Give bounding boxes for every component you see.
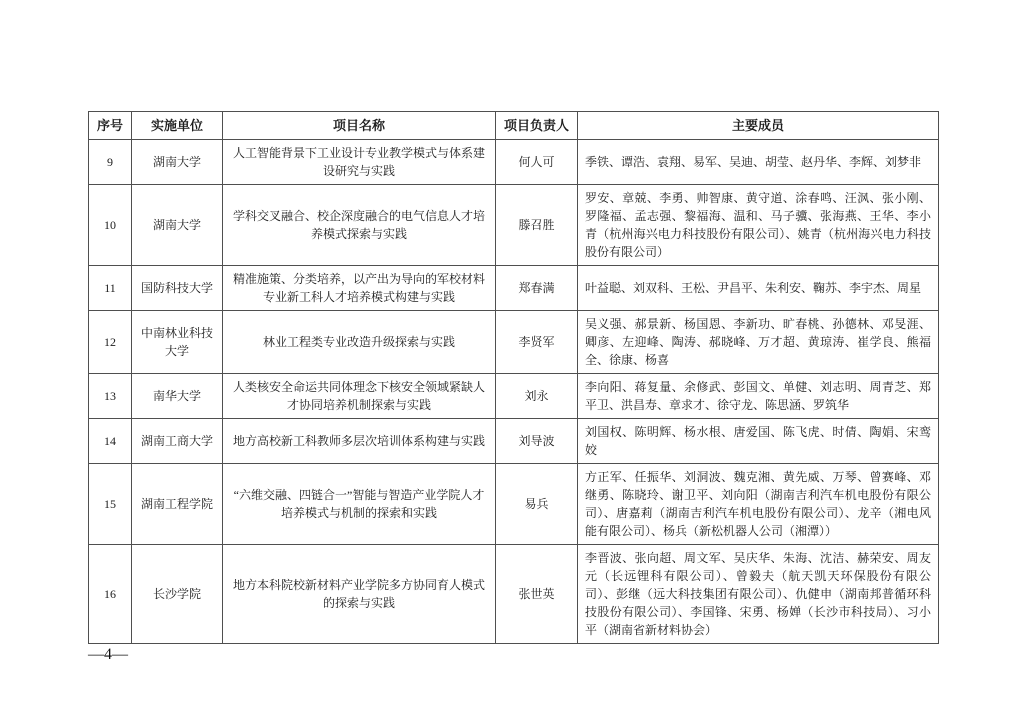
- cell-serial: 11: [89, 266, 132, 311]
- cell-serial: 10: [89, 185, 132, 266]
- header-cell-project: 项目名称: [223, 112, 496, 140]
- cell-unit: 中南林业科技大学: [132, 311, 223, 374]
- cell-members: 季铁、谭浩、袁翔、易军、吴迪、胡莹、赵丹华、李辉、刘梦非: [578, 140, 939, 185]
- cell-leader: 滕召胜: [496, 185, 578, 266]
- header-cell-leader: 项目负责人: [496, 112, 578, 140]
- cell-members: 刘国权、陈明辉、杨水根、唐爱国、陈飞虎、时倩、陶娟、宋鸾姣: [578, 419, 939, 464]
- cell-unit: 长沙学院: [132, 545, 223, 644]
- cell-members: 叶益聪、刘双科、王松、尹昌平、朱利安、鞠苏、李宇杰、周星: [578, 266, 939, 311]
- page-number: —4—: [88, 646, 128, 663]
- cell-project: 地方高校新工科教师多层次培训体系构建与实践: [223, 419, 496, 464]
- projects-table: [88, 111, 939, 644]
- cell-leader: 张世英: [496, 545, 578, 644]
- cell-unit: 湖南工程学院: [132, 464, 223, 545]
- table-row: [89, 464, 939, 545]
- cell-project: 地方本科院校新材料产业学院多方协同育人模式的探索与实践: [223, 545, 496, 644]
- header-cell-unit: 实施单位: [132, 112, 223, 140]
- cell-unit: 湖南大学: [132, 185, 223, 266]
- cell-leader: 何人可: [496, 140, 578, 185]
- cell-members: 李向阳、蒋复量、余修武、彭国文、单健、刘志明、周青芝、郑平卫、洪昌寿、章求才、徐守龙、陈思涵、罗筑华: [578, 374, 939, 419]
- cell-serial: 14: [89, 419, 132, 464]
- cell-serial: 13: [89, 374, 132, 419]
- cell-serial: 16: [89, 545, 132, 644]
- cell-members: 李晋波、张向超、周文军、吴庆华、朱海、沈洁、赫荣安、周友元（长远锂科有限公司）、曾毅夫（航天凯天环保股份有限公司）、彭继（远大科技集团有限公司）、仇健申（湖南邦普循环科技股份有限公司）、李国锋、宋勇、杨婵（长沙市科技局）、习小平（湖南省新材料协会）: [578, 545, 939, 644]
- cell-project: 学科交叉融合、校企深度融合的电气信息人才培养模式探索与实践: [223, 185, 496, 266]
- header-row: [89, 112, 939, 140]
- cell-serial: 9: [89, 140, 132, 185]
- cell-project: 人工智能背景下工业设计专业教学模式与体系建设研究与实践: [223, 140, 496, 185]
- cell-leader: 刘导波: [496, 419, 578, 464]
- table-row: [89, 419, 939, 464]
- cell-leader: 刘永: [496, 374, 578, 419]
- table-body: [89, 140, 939, 644]
- cell-members: 罗安、章兢、李勇、帅智康、黄守道、涂春鸣、汪沨、张小刚、罗隆福、孟志强、黎福海、温和、马子骥、张海燕、王华、李小青（杭州海兴电力科技股份有限公司）、姚青（杭州海兴电力科技股份有限公司）: [578, 185, 939, 266]
- header-cell-members: 主要成员: [578, 112, 939, 140]
- table-header: [89, 112, 939, 140]
- table-row: [89, 545, 939, 644]
- header-cell-serial: 序号: [89, 112, 132, 140]
- cell-members: 吴义强、郝景新、杨国恩、李新功、旷春桃、孙德林、邓旻涯、卿彦、左迎峰、陶涛、郝晓峰、万才超、黄琼涛、崔学良、熊福全、徐康、杨喜: [578, 311, 939, 374]
- table-row: [89, 374, 939, 419]
- table-row: [89, 266, 939, 311]
- cell-project: “六维交融、四链合一”智能与智造产业学院人才培养模式与机制的探索和实践: [223, 464, 496, 545]
- cell-project: 人类核安全命运共同体理念下核安全领域紧缺人才协同培养机制探索与实践: [223, 374, 496, 419]
- cell-members: 方正军、任振华、刘洞波、魏克湘、黄先威、万琴、曾赛峰、邓继勇、陈晓玲、谢卫平、刘向阳（湖南吉利汽车机电股份有限公司）、唐嘉莉（湖南吉利汽车机电股份有限公司）、龙辛（湘电风能有限公司）、杨兵（新松机器人公司（湘潭））: [578, 464, 939, 545]
- cell-unit: 湖南大学: [132, 140, 223, 185]
- cell-unit: 国防科技大学: [132, 266, 223, 311]
- cell-project: 精准施策、分类培养，以产出为导向的军校材料专业新工科人才培养模式构建与实践: [223, 266, 496, 311]
- cell-project: 林业工程类专业改造升级探索与实践: [223, 311, 496, 374]
- cell-serial: 12: [89, 311, 132, 374]
- cell-leader: 郑春满: [496, 266, 578, 311]
- cell-leader: 易兵: [496, 464, 578, 545]
- cell-unit: 南华大学: [132, 374, 223, 419]
- table-row: [89, 185, 939, 266]
- cell-unit: 湖南工商大学: [132, 419, 223, 464]
- cell-serial: 15: [89, 464, 132, 545]
- cell-leader: 李贤军: [496, 311, 578, 374]
- table-row: [89, 311, 939, 374]
- table-row: [89, 140, 939, 185]
